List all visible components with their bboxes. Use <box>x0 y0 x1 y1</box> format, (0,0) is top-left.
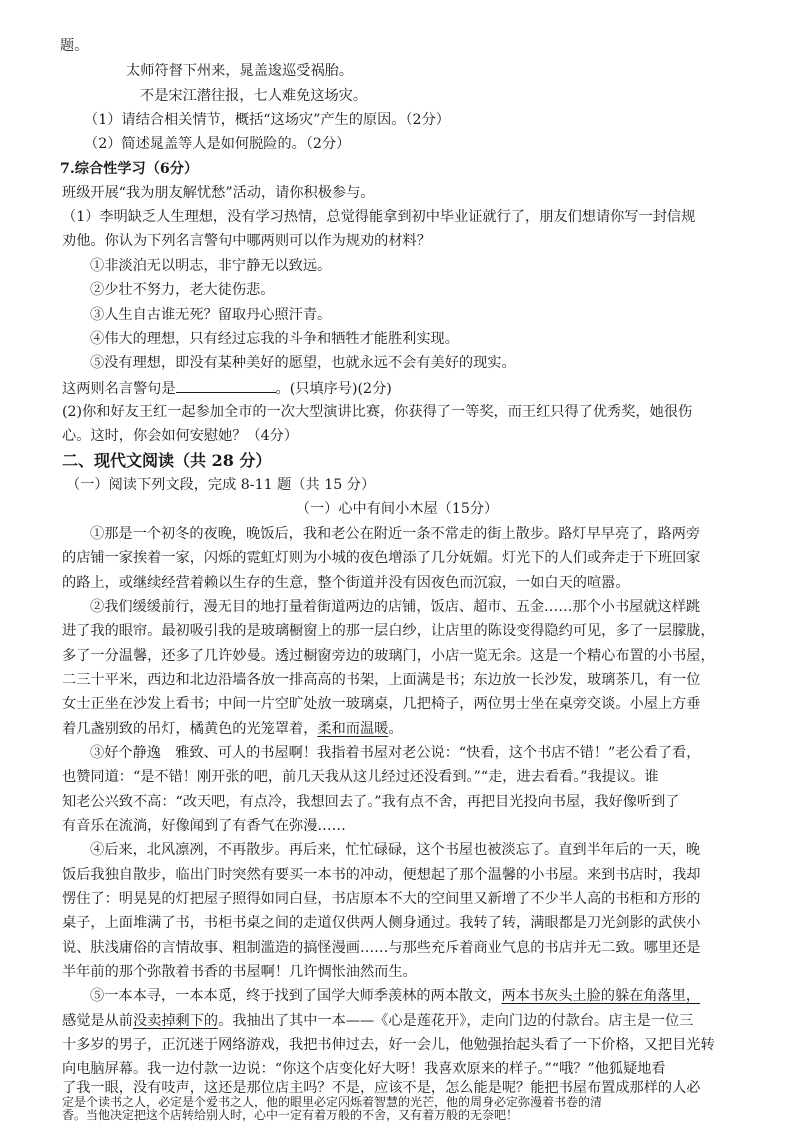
para-5-line: 十多岁的男子，正沉迷于网络游戏，我把书伸过去，好一会儿，他勉强抬起头看了一下价格，又把目光转 <box>62 1037 715 1053</box>
para-2-line: 进了我的眼帘。最初吸引我的是玻璃橱窗上的那一层白纱，让店里的陈设变得隐约可见，多了一层朦胧， <box>62 623 715 639</box>
para-4-line: 愣住了：明晃晃的灯把屋子照得如同白昼，书店原本不大的空间里又新增了不少半人高的书柜和方形的 <box>62 891 701 907</box>
question-7-2-line-1: (2)你和好友王红一起参加全市的一次大型演讲比赛，你获得了一等奖，而王红只得了优秀奖，她很伤 <box>62 404 693 420</box>
para-4-line: 半年前的那个弥散着书香的书屋啊！几许惆怅油然而生。 <box>62 964 417 980</box>
underlined-phrase: 没卖掉剩下的 <box>132 1013 219 1029</box>
underlined-phrase: 柔和而温暖 <box>317 721 389 737</box>
para-5-line-1 <box>90 986 700 1006</box>
poem-line-1: 太师符督下州来，晁盖逡巡受祸胎。 <box>126 63 354 79</box>
para-2-line-last <box>62 719 403 739</box>
para-4-line: 饭后我独自散步，临出门时突然有要买一本书的冲动，便想起了那个温馨的小书屋。来到书店时，我却 <box>62 867 701 883</box>
quote-option-1: ①非淡泊无以明志，非宁静无以致远。 <box>90 258 332 274</box>
para-3-line: 有音乐在流淌，好像闻到了有香气在弥漫…… <box>62 818 346 834</box>
para-4-line: ④后来，北风凛冽，不再散步。再后来，忙忙碌碌，这个书屋也被淡忘了。直到半年后的一天，晚 <box>90 842 701 858</box>
question-7-intro: 班级开展“我为朋友解忧愁”活动，请你积极参与。 <box>62 185 375 201</box>
para-3-line: 知老公兴致不高：“改天吧，有点冷，我想回去了。”我有点不舍，再把目光投向书屋，我好像听到了 <box>62 794 680 810</box>
para-3-line: 也赞同道：“是不错！刚开张的吧，前几天我从这儿经过还没看到。”“走，进去看看。”我提议。谁 <box>62 769 659 785</box>
para-5-line: 香。当他决定把这个店转给别人时，心中一定有着万般的不舍，又有着万般的无奈吧！ <box>62 1109 519 1122</box>
poem-line-2: 不是宋江潜往报，七人难免这场灾。 <box>140 88 368 104</box>
para-2-line: 女士正坐在沙发上看书；中间一片空旷处放一玻璃桌，几把椅子，两位男士坐在桌旁交谈。小屋上方垂 <box>62 696 701 712</box>
question-7-2-line-2: 心。这时，你会如何安慰她？（4分） <box>62 428 299 444</box>
answer-suffix: 。(只填序号)(2分) <box>275 381 392 397</box>
para-5-line: 向电脑屏幕。我一边付款一边说：“你这个店变化好大呀！我喜欢原来的样子。”“哦？”他狐疑地看 <box>62 1061 666 1077</box>
para-1-line: ①那是一个初冬的夜晚，晚饭后，我和老公在附近一条不常走的街上散步。路灯早早亮了，路两旁 <box>90 526 701 542</box>
answer-prefix: 这两则名言警句是 <box>62 381 176 397</box>
continued-question-text: 题。 <box>60 38 89 54</box>
para-2-line: 多了一分温馨，还多了几许妙曼。透过橱窗旁边的玻璃门，小店一览无余。这是一个精心布置的小书屋， <box>62 648 715 664</box>
section-2-subheading: （一）阅读下列文段，完成 8-11 题（共 15 分） <box>66 477 376 493</box>
quote-option-3: ③人生自古谁无死？留取丹心照汗青。 <box>90 307 332 323</box>
question-7-1-line-1: （1）李明缺乏人生理想，没有学习热情，总觉得能拿到初中毕业证就行了，朋友们想请你写一封信规 <box>62 209 696 225</box>
para-2-text: 着几盏别致的吊灯，橘黄色的光笼罩着， <box>62 721 318 737</box>
quote-option-2: ②少壮不努力，老大徒伤悲。 <box>90 282 275 298</box>
para-4-line: 桌子，上面堆满了书，书柜书桌之间的走道仅供两人侧身通过。我转了转，满眼都是刀光剑影的武侠小 <box>62 915 701 931</box>
essay-title: （一）心中有间小木屋（15分） <box>295 501 499 517</box>
para-2-line: ②我们缓缓前行，漫无目的地打量着街道两边的店铺，饭店、超市、五金……那个小书屋就这样跳 <box>90 599 701 615</box>
para-1-line: 的路上，或继续经营着赖以生存的生意，整个街道并没有因夜色而沉寂，一如白天的喧嚣。 <box>62 575 630 591</box>
para-5-text: 感觉是从前 <box>62 1013 133 1029</box>
para-3-line: ③好个静逸 雅致、可人的书屋啊！我指着书屋对老公说：“快看，这个书店不错！”老公看了看， <box>90 745 701 761</box>
para-5-line: 定是个读书之人，必定是个爱书之人，他的眼里必定闪烁着智慧的光芒，他的周身必定弥漫着书卷的清 <box>62 1096 603 1109</box>
question-7-heading: 7.综合性学习（6分） <box>60 161 199 177</box>
para-5-text: 。我抽出了其中一本——《心是莲花开》，走向门边的付款台。店主是一位三 <box>218 1013 694 1029</box>
para-5-line: 了我一眼，没有吱声，这还是那位店主吗？不是，应该不是，怎么能是呢？能把书屋布置成那样的人必 <box>62 1080 701 1096</box>
answer-blank[interactable] <box>176 378 276 393</box>
para-2-end: 。 <box>388 721 403 737</box>
para-5-text: ⑤一本本寻，一本本觅，终于找到了国学大师季羡林的两本散文， <box>90 988 502 1004</box>
para-2-line: 二三十平米，西边和北边沿墙各放一排高高的书架，上面满是书；东边放一长沙发，玻璃茶几，有一位 <box>62 672 701 688</box>
quote-option-4: ④伟大的理想，只有经过忘我的斗争和牺牲才能胜利实现。 <box>90 331 459 347</box>
answer-line <box>62 378 392 399</box>
question-6-1: （1）请结合相关情节，概括“这场灾”产生的原因。（2分） <box>84 112 450 128</box>
question-6-2: （2）简述晁盖等人是如何脱险的。（2分） <box>84 136 351 152</box>
underlined-sentence: 两本书灰头土脸的躲在角落里， <box>501 988 701 1004</box>
section-2-heading: 二、现代文阅读（共 28 分） <box>62 451 272 470</box>
question-7-1-line-2: 劝他。你认为下列名言警句中哪两则可以作为规劝的材料？ <box>62 233 431 249</box>
para-4-line: 说、肤浅庸俗的言情故事、粗制滥造的搞怪漫画……与那些充斥着商业气息的书店并无二致。哪里还是 <box>62 940 701 956</box>
para-5-line-2 <box>62 1011 693 1031</box>
quote-option-5: ⑤没有理想，即没有某种美好的愿望，也就永远不会有美好的现实。 <box>90 355 516 371</box>
para-1-line: 的店铺一家挨着一家，闪烁的霓虹灯则为小城的夜色增添了几分妩媚。灯光下的人们或奔走于下班回家 <box>62 550 701 566</box>
